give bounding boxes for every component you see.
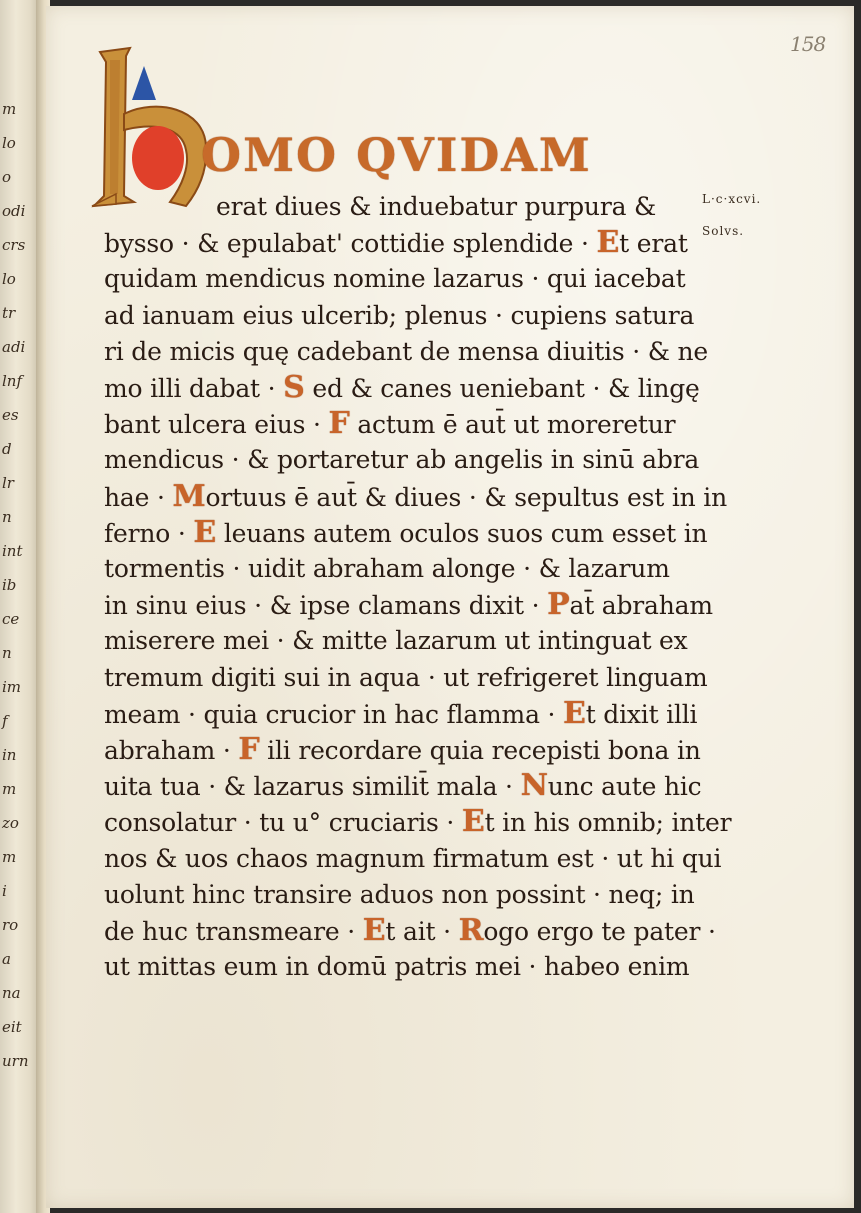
- line-text: abraham ·: [104, 736, 239, 765]
- line-text: tormentis · uidit abraham alonge · & lazarum: [104, 554, 670, 583]
- previous-page-fragment: n: [2, 508, 12, 526]
- line-text: nos & uos chaos magnum firmatum est · ut hi qui: [104, 843, 722, 873]
- line-text: t in his omnib; inter: [484, 808, 732, 838]
- manuscript-line: [104, 264, 685, 293]
- line-text: at̄ abraham: [569, 591, 713, 621]
- manuscript-line: [104, 913, 716, 948]
- previous-page-fragment: zo: [2, 814, 19, 832]
- line-text: ili recordare quia recepisti bona in: [259, 736, 701, 765]
- manuscript-line: [216, 192, 656, 221]
- manuscript-line: [104, 626, 688, 655]
- rubricated-capital: E: [563, 695, 586, 731]
- previous-page-fragment: m: [2, 780, 17, 798]
- rubricated-capital: E: [461, 804, 485, 840]
- manuscript-line: [104, 732, 701, 767]
- line-text: ferno ·: [104, 518, 194, 548]
- line-text: ortuus ē aut̄ & diues · & sepultus est in in: [205, 482, 728, 512]
- rubricated-capital: R: [458, 913, 484, 948]
- line-text: t ait ·: [385, 917, 459, 946]
- previous-page-fragment: tr: [2, 304, 16, 322]
- rubricated-capital: E: [362, 913, 386, 948]
- line-text: uita tua · & lazarus similit̄ mala ·: [104, 772, 521, 802]
- previous-page-fragment: ib: [2, 576, 17, 594]
- line-text: erat diues & induebatur purpura &: [216, 192, 657, 221]
- previous-page-fragment: int: [2, 542, 23, 560]
- line-text: quidam mendicus nomine lazarus · qui iacebat: [104, 264, 686, 294]
- manuscript-line: [104, 804, 732, 840]
- manuscript-line: [104, 301, 694, 330]
- manuscript-line: [104, 370, 700, 405]
- previous-page-fragment: eit: [2, 1018, 22, 1036]
- manuscript-line: [104, 514, 708, 550]
- previous-page-fragment: in: [2, 746, 17, 764]
- rubricated-capital: E: [193, 514, 217, 550]
- previous-page-fragment: lo: [2, 270, 16, 288]
- previous-page-fragment: o: [2, 168, 12, 186]
- marginal-note-1: L·c·xcvi.: [702, 192, 762, 206]
- manuscript-line: [104, 952, 689, 981]
- manuscript-line: [104, 695, 698, 731]
- manuscript-line: [104, 406, 676, 442]
- rubricated-capital: S: [283, 370, 305, 405]
- previous-page-fragment: n: [2, 644, 12, 662]
- line-text: bant ulcera eius ·: [104, 410, 329, 440]
- line-text: consolatur · tu u° cruciaris ·: [104, 808, 462, 838]
- line-text: uolunt hinc transire aduos non possint · neq; in: [104, 879, 695, 909]
- manuscript-line: [104, 554, 670, 583]
- previous-page-fragment: urn: [2, 1052, 29, 1070]
- rubricated-capital: E: [596, 225, 620, 261]
- previous-page-fragment: m: [2, 848, 17, 866]
- previous-page-fragment: lo: [2, 134, 16, 152]
- line-text: ri de micis quę cadebant de mensa diuitis · & ne: [104, 336, 708, 366]
- line-text: leuans autem oculos suos cum esset in: [216, 518, 708, 548]
- rubricated-capital: M: [172, 478, 206, 514]
- line-text: ad ianuam eius ulcerib; plenus · cupiens satura: [104, 300, 695, 330]
- manuscript-line: [104, 768, 702, 804]
- previous-page-fragment: f: [2, 712, 8, 730]
- line-text: t erat: [619, 229, 688, 259]
- line-text: t dixit illi: [585, 699, 698, 729]
- illuminated-initial-h: [86, 46, 216, 211]
- previous-page-fragment: d: [2, 440, 12, 458]
- line-text: in sinu eius · & ipse clamans dixit ·: [104, 591, 548, 621]
- previous-page-fragment: adi: [2, 338, 26, 356]
- line-text: tremum digiti sui in aqua · ut refrigeret linguam: [104, 662, 708, 692]
- previous-page-edge: [0, 0, 41, 1213]
- manuscript-line: [104, 844, 721, 873]
- line-text: de huc transmeare ·: [104, 917, 363, 946]
- previous-page-fragment: es: [2, 406, 19, 424]
- line-text: meam · quia crucior in hac flamma ·: [104, 699, 564, 729]
- manuscript-line: [104, 880, 695, 909]
- line-text: unc aute hic: [547, 772, 702, 802]
- manuscript-line: [104, 445, 699, 474]
- rubricated-capital: N: [520, 768, 548, 804]
- previous-page-fragment: im: [2, 678, 22, 696]
- previous-page-fragment: crs: [2, 236, 26, 254]
- manuscript-page: [46, 6, 854, 1208]
- line-text: hae ·: [104, 482, 173, 512]
- line-text: bysso · & epulabat' cottidie splendide ·: [104, 229, 597, 259]
- previous-page-fragment: i: [2, 882, 7, 900]
- previous-page-fragment: lr: [2, 474, 14, 492]
- manuscript-line: [104, 337, 708, 366]
- line-text: actum ē aut̄ ut moreretur: [349, 410, 676, 440]
- line-text: mo illi dabat ·: [104, 374, 284, 403]
- previous-page-fragment: a: [2, 950, 11, 968]
- manuscript-line: [104, 225, 688, 261]
- rubricated-capital: P: [547, 587, 570, 623]
- heading-rubric: OMO QVIDAM: [201, 128, 592, 182]
- line-text: ut mittas eum in domū patris mei · habeo enim: [104, 952, 690, 982]
- line-text: miserere mei · & mitte lazarum ut intinguat ex: [104, 626, 688, 656]
- manuscript-line: [104, 478, 728, 514]
- rubricated-capital: F: [328, 406, 350, 442]
- line-text: ed & canes ueniebant · & lingę: [304, 374, 700, 403]
- previous-page-fragment: na: [2, 984, 21, 1002]
- previous-page-fragment: m: [2, 100, 17, 118]
- previous-page-fragment: ce: [2, 610, 20, 628]
- rubricated-capital: F: [238, 732, 260, 767]
- previous-page-fragment: lnf: [2, 372, 23, 390]
- marginal-note-2: Solvs.: [702, 224, 745, 238]
- previous-page-fragment: odi: [2, 202, 26, 220]
- folio-number: 158: [790, 32, 826, 56]
- line-text: mendicus · & portaretur ab angelis in sinū abra: [104, 445, 700, 475]
- manuscript-line: [104, 587, 713, 623]
- line-text: ogo ergo te pater ·: [483, 917, 716, 946]
- previous-page-fragment: ro: [2, 916, 19, 934]
- manuscript-line: [104, 663, 708, 692]
